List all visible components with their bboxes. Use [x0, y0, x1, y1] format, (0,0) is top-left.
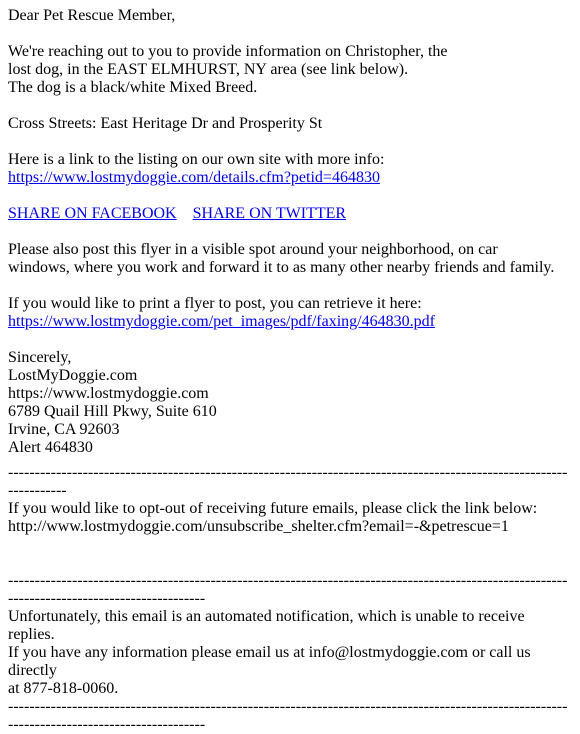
post-flyer-line: windows, where you work and forward it to as many other nearby friends and family.	[8, 259, 555, 276]
print-flyer-text: If you would like to print a flyer to post, you can retrieve it here:	[8, 295, 422, 312]
cross-streets: Cross Streets: East Heritage Dr and Prosperity St	[8, 115, 323, 132]
automated-line: at 877-818-0060.	[8, 680, 119, 697]
post-flyer-paragraph	[8, 241, 572, 277]
intro-line: We're reaching out to you to provide information on Christopher, the	[8, 43, 448, 60]
optout-text: If you would like to opt-out of receiving future emails, please click the link below:	[8, 500, 538, 517]
signature	[8, 349, 572, 457]
listing-paragraph	[8, 151, 572, 187]
signature-alert: Alert 464830	[8, 439, 93, 456]
signature-closing: Sincerely,	[8, 349, 72, 366]
signature-website: https://www.lostmydoggie.com	[8, 385, 209, 402]
automated-line: Unfortunately, this email is an automated notification, which is unable to receive replies.	[8, 608, 525, 643]
signature-company: LostMyDoggie.com	[8, 367, 138, 384]
intro-paragraph	[8, 43, 572, 97]
intro-line: The dog is a black/white Mixed Breed.	[8, 79, 258, 96]
spacer	[8, 536, 572, 572]
separator-line: --------------------------------------------------------------------------------------------------------------------	[8, 464, 568, 499]
share-twitter-link[interactable]: SHARE ON TWITTER	[192, 205, 347, 222]
share-links	[8, 205, 572, 223]
automated-notice	[8, 572, 572, 734]
share-facebook-link[interactable]: SHARE ON FACEBOOK	[8, 205, 177, 222]
automated-line: If you have any information please email us at info@lostmydoggie.com or call us directly	[8, 644, 531, 679]
greeting: Dear Pet Rescue Member,	[8, 7, 176, 24]
intro-line: lost dog, in the EAST ELMHURST, NY area (see link below).	[8, 61, 409, 78]
listing-text: Here is a link to the listing on our own site with more info:	[8, 151, 385, 168]
optout-url: http://www.lostmydoggie.com/unsubscribe_shelter.cfm?email=-&petrescue=1	[8, 518, 509, 535]
listing-link[interactable]: https://www.lostmydoggie.com/details.cfm?petid=464830	[8, 169, 380, 186]
separator-line: ----------------------------------------------------------------------------------------------------------------------------------------------	[8, 698, 568, 733]
signature-city: Irvine, CA 92603	[8, 421, 120, 438]
print-flyer-link[interactable]: https://www.lostmydoggie.com/pet_images/pdf/faxing/464830.pdf	[8, 313, 435, 330]
print-flyer-paragraph	[8, 295, 572, 331]
optout-section	[8, 464, 572, 536]
signature-address: 6789 Quail Hill Pkwy, Suite 610	[8, 403, 217, 420]
separator-line: ----------------------------------------------------------------------------------------------------------------------------------------------	[8, 572, 568, 607]
post-flyer-line: Please also post this flyer in a visible spot around your neighborhood, on car	[8, 241, 498, 258]
